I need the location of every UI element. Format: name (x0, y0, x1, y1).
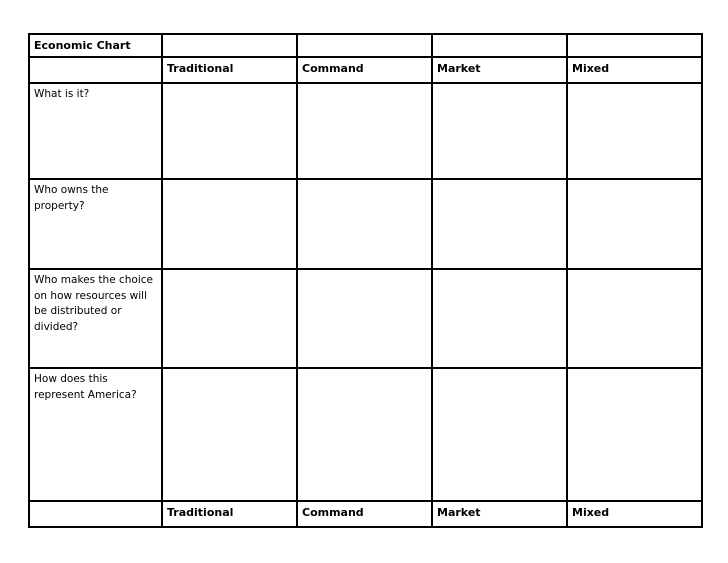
footer-header-row (29, 501, 702, 527)
answer-cell (432, 269, 567, 368)
answer-cell (162, 269, 297, 368)
question-row (29, 83, 702, 179)
answer-cell (162, 368, 297, 501)
column-header-mixed: Mixed (567, 57, 702, 83)
answer-cell (567, 83, 702, 179)
footer-header-traditional: Traditional (162, 501, 297, 527)
empty-cell (567, 34, 702, 57)
economic-chart-table (28, 33, 703, 528)
footer-header-command: Command (297, 501, 432, 527)
answer-cell (567, 179, 702, 269)
answer-cell (432, 368, 567, 501)
column-header-traditional: Traditional (162, 57, 297, 83)
answer-cell (297, 269, 432, 368)
question-who-makes-choice: Who makes the choice on how resources will be distributed or divided? (29, 269, 162, 368)
empty-cell (29, 501, 162, 527)
answer-cell (567, 368, 702, 501)
empty-cell (29, 57, 162, 83)
answer-cell (297, 83, 432, 179)
answer-cell (297, 179, 432, 269)
answer-cell (567, 269, 702, 368)
answer-cell (432, 179, 567, 269)
title-row (29, 34, 702, 57)
footer-header-market: Market (432, 501, 567, 527)
answer-cell (162, 83, 297, 179)
header-row (29, 57, 702, 83)
empty-cell (297, 34, 432, 57)
column-header-market: Market (432, 57, 567, 83)
footer-header-mixed: Mixed (567, 501, 702, 527)
question-what-is-it: What is it? (29, 83, 162, 179)
answer-cell (297, 368, 432, 501)
empty-cell (162, 34, 297, 57)
question-row (29, 269, 702, 368)
column-header-command: Command (297, 57, 432, 83)
chart-title: Economic Chart (29, 34, 162, 57)
question-row (29, 179, 702, 269)
empty-cell (432, 34, 567, 57)
answer-cell (162, 179, 297, 269)
answer-cell (432, 83, 567, 179)
question-who-owns-property: Who owns the property? (29, 179, 162, 269)
question-represent-america: How does this represent America? (29, 368, 162, 501)
question-row (29, 368, 702, 501)
